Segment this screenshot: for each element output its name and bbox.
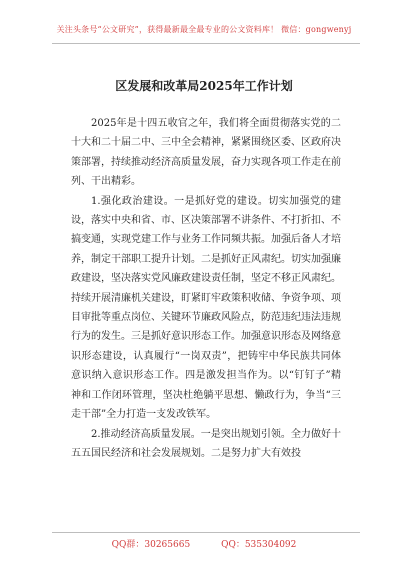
footer-qq-group: QQ群：30265665 <box>111 540 191 550</box>
footer <box>0 537 408 550</box>
header-banner: 关注头条号“公文研究”，获得最新最全最专业的公文资料库！ 微信：gongwenyj <box>56 25 352 34</box>
header-divider <box>52 43 360 44</box>
footer-qq-contact: QQ：535304092 <box>221 540 297 550</box>
paragraph-economic-development: 2.推动经济高质量发展。一是突出规划引领。全力做好十五五国民经济和社会发展规划。二是努力扩大有效投 <box>71 428 341 459</box>
paragraph-intro: 2025年是十四五收官之年，我们将全面贯彻落实党的二十大和二十届二中、三中全会精神，紧紧围绕区委、区政府决策部署，持续推动经济高质量发展，奋力实现各项工作走在前列、干出精彩。 <box>71 118 341 188</box>
paragraph-political-building: 1.强化政治建设。一是抓好党的建设。切实加强党的建设，落实中央和省、市、区决策部署不讲条件、不打折扣、不搞变通，实现党建工作与业务工作同频共振。加强后备人才培养，制定干部职工提升计划。二是抓好正风肃纪。切实加强廉政建设，坚决落实党风廉政建设责任制，坚定不移正风肃纪。持续开展清廉机关建设，盯紧盯牢政策积收储、争资争项、项目审批等重点岗位、关键环节廉政风险点，防范违纪违法违规行为的发生。三是抓好意识形态工作。加强意识形态及网络意识形态建设，认真履行“一岗双责”，把铸牢中华民族共同体意识纳入意识形态工作。四是激发担当作为。以“钉钉子”精神和工作闭环管理，坚决杜绝躺平思想、懒政行为，争当“三走干部”全力打造一支发改铁军。 <box>71 195 341 421</box>
footer-divider <box>52 532 360 533</box>
document-title: 区发展和改革局2025年工作计划 <box>115 79 293 93</box>
document-body <box>71 114 341 463</box>
